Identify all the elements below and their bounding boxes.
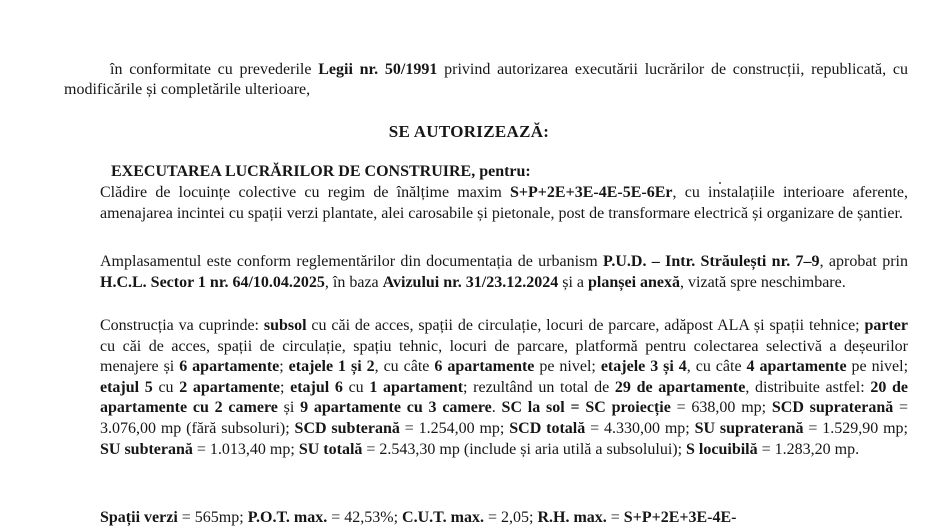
construction-bold: SU subterană	[100, 440, 193, 458]
execution-title	[111, 162, 531, 182]
construction-text: = 2.543,30 mp (include și aria utilă a subsolului);	[362, 440, 687, 458]
construction-text: = 1.283,20 mp.	[757, 440, 860, 458]
construction-text: cu căi de acces, spații de circulație, locuri de parcare, adăpost ALA și spații tehnice;	[306, 317, 865, 334]
construction-bold: 20 de apartamente cu 2 camere	[100, 378, 908, 417]
construction-text: .	[491, 399, 502, 417]
construction-text: Construcția va cuprinde:	[100, 317, 264, 334]
construction-text: pe nivel;	[846, 358, 909, 376]
location-text-2: , aprobat prin	[819, 253, 908, 270]
construction-text: ; rezultând un total de	[463, 378, 615, 396]
construction-text: = 4.330,00 mp;	[585, 419, 695, 437]
construction-bold: etajul 6	[290, 378, 343, 396]
indicator-label: P.O.T. max.	[247, 509, 328, 526]
construction-text: = 638,00 mp;	[670, 399, 772, 417]
location-text-1: Amplasamentul este conform reglementărilor din documentația de urbanism	[100, 253, 604, 270]
construction-text: , distribuite astfel:	[745, 378, 871, 396]
construction-bold: 1 apartament	[369, 378, 464, 396]
construction-bold: SCD subterană	[294, 419, 400, 437]
indicator-label: C.U.T. max.	[402, 509, 484, 526]
height-regime: S+P+2E+3E-4E-5E-6Er	[510, 184, 673, 201]
location-text-4: și a	[558, 273, 588, 291]
indicator-label: R.H. max.	[537, 509, 607, 526]
intro-paragraph	[64, 60, 908, 100]
pud-reference: P.U.D. – Intr. Străulești nr. 7–9	[603, 253, 820, 270]
construction-bold: 6 apartamente	[179, 358, 280, 376]
construction-bold: SC la sol = SC proiecție	[501, 399, 671, 417]
location-text-3: , în baza	[324, 273, 383, 291]
construction-text: ;	[280, 378, 291, 396]
indicator-label: Spații verzi	[100, 509, 178, 526]
construction-bold: SCD supraterană	[771, 399, 894, 417]
building-text-2: , cu instalațiile interioare aferente, amenajarea incintei cu spații verzi plantate, alei carosabile și pietonale, post de transformare electrică și organizare de șantier.	[100, 184, 908, 222]
indicator-value: =	[606, 509, 624, 526]
indicator-label: S+P+2E+3E-4E-	[623, 509, 737, 526]
law-reference: Legii nr. 50/1991	[318, 61, 438, 78]
construction-bold: S locuibilă	[686, 440, 758, 458]
location-text-5: , vizată spre neschimbare.	[680, 273, 846, 291]
indicator-value: = 42,53%;	[327, 509, 403, 526]
construction-text: cu căi de acces, spații de circulație, spațiu tehnic, locuri de parcare, platformă pentru colectarea selectivă a deșeurilor menajere și	[100, 337, 908, 376]
construction-bold: 6 apartamente	[434, 358, 535, 376]
construction-text: cu	[152, 378, 180, 396]
hcl-reference: H.C.L. Sector 1 nr. 64/10.04.2025	[100, 273, 325, 291]
construction-paragraph	[100, 316, 908, 460]
authorization-heading: SE AUTORIZEAZĂ:	[388, 122, 550, 141]
construction-text: , cu câte	[374, 358, 435, 376]
construction-bold: etajele 3 și 4	[600, 358, 687, 376]
construction-bold: 2 apartamente	[179, 378, 280, 396]
construction-text: și	[277, 399, 301, 417]
construction-text: = 1.529,90 mp;	[803, 419, 908, 437]
building-text-1: Clădire de locuințe colective cu regim de înălțime maxim	[100, 184, 511, 201]
construction-bold: etajele 1 și 2	[288, 358, 375, 376]
construction-text: , cu câte	[686, 358, 747, 376]
construction-bold: parter	[864, 317, 908, 334]
indicators-paragraph	[100, 508, 908, 527]
construction-bold: etajul 5	[100, 378, 153, 396]
location-paragraph	[100, 252, 908, 293]
construction-text: cu	[342, 378, 370, 396]
aviz-reference: Avizului nr. 31/23.12.2024	[382, 273, 559, 291]
construction-text: = 1.254,00 mp;	[399, 419, 510, 437]
indicator-value: = 2,05;	[483, 509, 538, 526]
construction-bold: SU supraterană	[694, 419, 804, 437]
building-paragraph	[100, 183, 908, 224]
intro-text-2: privind autorizarea executării lucrărilor de construcții, republicată, cu modificările și completările ulterioare,	[64, 61, 909, 98]
construction-bold: 9 apartamente cu 3 camere	[300, 399, 492, 417]
construction-bold: 29 de apartamente	[614, 378, 746, 396]
construction-text: ;	[279, 358, 289, 376]
construction-text: = 1.013,40 mp;	[192, 440, 299, 458]
construction-bold: subsol	[263, 317, 307, 334]
execution-title-bold: EXECUTAREA LUCRĂRILOR DE CONSTRUIRE,	[111, 163, 476, 180]
construction-bold: SCD totală	[509, 419, 586, 437]
execution-title-suffix: pentru:	[475, 163, 531, 180]
intro-text-1: în conformitate cu prevederile	[110, 61, 319, 78]
construction-bold: SU totală	[298, 440, 363, 458]
construction-bold: 4 apartamente	[746, 358, 847, 376]
annex-reference: planșei anexă	[588, 273, 681, 291]
construction-text: pe nivel;	[534, 358, 601, 376]
indicator-value: = 565mp;	[177, 509, 248, 526]
construction-text: = 3.076,00 mp (fără subsoluri);	[100, 399, 909, 437]
